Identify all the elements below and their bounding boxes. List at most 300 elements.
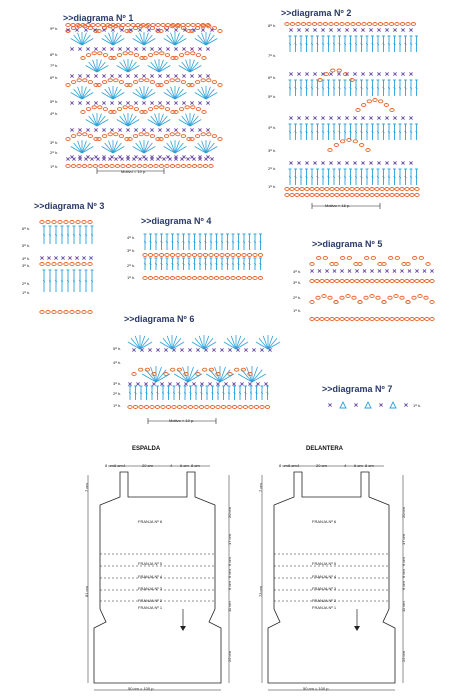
front-top-dim: 20 cm: [316, 463, 327, 468]
row-label: 6ª h.: [22, 226, 31, 231]
row-label: 2ª h.: [127, 263, 136, 268]
chain-stitch: [328, 296, 332, 299]
chain-stitch: [258, 277, 262, 280]
chain-stitch: [285, 188, 289, 191]
chain-stitch: [191, 52, 195, 55]
chain-stitch: [355, 188, 359, 191]
chain-stitch: [355, 280, 359, 283]
chain-stitch: [181, 254, 185, 257]
chain-stitch: [225, 254, 229, 257]
chain-stitch: [166, 24, 170, 27]
chain-stitch: [360, 194, 364, 197]
chain-stitch: [176, 133, 180, 136]
chain-stitch: [350, 188, 354, 191]
chain-stitch: [400, 280, 404, 283]
chain-stitch: [385, 188, 389, 191]
chain-stitch: [66, 138, 70, 141]
chain-stitch: [214, 254, 218, 257]
chain-stitch: [191, 106, 195, 109]
chain-stitch: [207, 133, 211, 136]
chain-stitch: [420, 280, 424, 283]
back-left-dim: 7 cm: [84, 483, 89, 492]
chain-stitch: [143, 57, 147, 60]
chain-stitch: [98, 106, 102, 109]
chain-stitch: [198, 254, 202, 257]
chain-stitch: [102, 135, 106, 138]
chain-stitch: [188, 406, 192, 409]
chain-stitch: [320, 194, 324, 197]
chain-stitch: [209, 165, 213, 168]
back-bottom-dim: 50 cm = 100 p.: [128, 686, 155, 691]
front-band-label: FRANJA Nº 4: [312, 574, 337, 579]
chain-stitch: [340, 188, 344, 191]
fan-stitch: [198, 89, 206, 99]
chain-stitch: [132, 373, 136, 376]
chain-stitch: [329, 23, 333, 26]
chain-stitch: [154, 254, 158, 257]
chain-stitch: [345, 318, 349, 321]
chain-stitch: [183, 406, 187, 409]
chain-stitch: [389, 23, 393, 26]
chain-stitch: [185, 106, 189, 109]
row-label: 1ª h.: [293, 308, 302, 313]
fan-stitch: [120, 62, 128, 72]
back-band-label: FRANJA Nº 2: [138, 598, 163, 603]
chain-stitch: [203, 165, 207, 168]
chain-stitch: [375, 318, 379, 321]
diagram-2-motif: Motivo = 16 p.: [325, 203, 351, 208]
chain-stitch: [176, 79, 180, 82]
chain-stitch: [170, 79, 174, 82]
row-label: 5ª h.: [113, 346, 122, 351]
chain-stitch: [114, 133, 118, 136]
row-label: 3ª h.: [268, 148, 277, 153]
chain-stitch: [325, 188, 329, 191]
front-arrowhead: [354, 626, 360, 631]
fan-stitch: [120, 116, 128, 126]
chain-stitch: [207, 79, 211, 82]
fan-stitch: [175, 143, 183, 153]
chain-stitch: [406, 23, 410, 26]
chain-stitch: [412, 256, 416, 259]
fan-stitch: [163, 338, 172, 349]
chain-stitch: [117, 54, 121, 57]
chain-stitch: [210, 406, 214, 409]
chain-stitch: [212, 135, 216, 138]
chain-stitch: [70, 263, 74, 266]
chain-stitch: [295, 188, 299, 191]
chain-stitch: [70, 311, 74, 314]
chain-stitch: [310, 194, 314, 197]
chain-stitch: [395, 188, 399, 191]
chain-stitch: [133, 406, 137, 409]
chain-stitch: [77, 133, 81, 136]
chain-stitch: [285, 194, 289, 197]
chain-stitch: [209, 368, 213, 371]
chain-stitch: [126, 24, 130, 27]
row-label: 3ª h.: [50, 140, 59, 145]
chain-stitch: [400, 194, 404, 197]
chain-stitch: [187, 254, 191, 257]
chain-stitch: [148, 277, 152, 280]
chain-stitch: [212, 81, 216, 84]
back-top-dim: 4: [170, 463, 173, 468]
fan-stitch: [198, 143, 206, 153]
chain-stitch: [360, 188, 364, 191]
back-band-label: FRANJA Nº 3: [138, 586, 163, 591]
back-top-dim: 8 cm: [105, 463, 114, 468]
chain-stitch: [390, 318, 394, 321]
diagram-1-title: >>diagrama Nº 1: [63, 13, 134, 23]
chain-stitch: [225, 277, 229, 280]
chain-stitch: [310, 318, 314, 321]
chain-stitch: [52, 263, 56, 266]
chain-stitch: [159, 165, 163, 168]
chain-stitch: [71, 24, 75, 27]
chain-stitch: [316, 256, 320, 259]
chain-stitch: [71, 165, 75, 168]
chain-stitch: [150, 406, 154, 409]
front-right-dim: 11 cm: [401, 601, 406, 612]
chain-stitch: [238, 406, 242, 409]
fan-stitch: [105, 143, 113, 153]
chain-stitch: [418, 295, 422, 298]
chain-stitch: [66, 84, 70, 87]
chain-stitch: [316, 296, 320, 299]
chain-stitch: [203, 277, 207, 280]
chain-stitch: [388, 256, 392, 259]
fan-stitch: [151, 116, 159, 126]
fan-stitch: [167, 89, 175, 99]
fan-stitch: [236, 338, 245, 349]
chain-stitch: [181, 165, 185, 168]
chain-stitch: [375, 188, 379, 191]
fan-stitch: [204, 338, 213, 349]
chain-stitch: [365, 318, 369, 321]
chain-stitch: [139, 79, 143, 82]
row-label: 3ª h.: [293, 280, 302, 285]
chain-stitch: [331, 69, 335, 72]
chain-stitch: [160, 52, 164, 55]
chain-stitch: [378, 100, 382, 103]
chain-stitch: [195, 135, 199, 138]
chain-stitch: [46, 311, 50, 314]
chain-stitch: [410, 318, 414, 321]
fan-stitch: [227, 338, 236, 349]
chain-stitch: [179, 108, 183, 111]
chain-stitch: [190, 84, 194, 87]
chain-stitch: [310, 280, 314, 283]
chain-stitch: [370, 295, 374, 298]
back-top-dim: 20 cm: [142, 463, 153, 468]
chain-stitch: [187, 277, 191, 280]
chain-stitch: [380, 280, 384, 283]
front-band-label: FRANJA Nº 2: [312, 598, 337, 603]
chain-stitch: [129, 106, 133, 109]
fan-stitch: [128, 116, 136, 126]
row-label: 1ª h.: [50, 164, 59, 169]
chain-stitch: [318, 23, 322, 26]
fan-stitch: [128, 62, 136, 72]
chain-stitch: [134, 108, 138, 111]
chain-stitch: [133, 135, 137, 138]
chain-stitch: [220, 254, 224, 257]
chain-stitch: [161, 24, 165, 27]
front-top-dim: 4: [344, 463, 347, 468]
chain-stitch: [373, 23, 377, 26]
chain-stitch: [201, 133, 205, 136]
chain-stitch: [82, 221, 86, 224]
chain-stitch: [155, 406, 159, 409]
chain-stitch: [380, 194, 384, 197]
chain-stitch: [385, 194, 389, 197]
chain-stitch: [112, 111, 116, 114]
chain-stitch: [170, 277, 174, 280]
chain-stitch: [123, 106, 127, 109]
chain-stitch: [176, 277, 180, 280]
chain-stitch: [58, 311, 62, 314]
chain-stitch: [242, 277, 246, 280]
chain-stitch: [143, 277, 147, 280]
row-label: 4ª h.: [268, 125, 277, 130]
back-outline: [94, 472, 221, 683]
row-label: 2ª h.: [268, 166, 277, 171]
chain-stitch: [220, 277, 224, 280]
chain-stitch: [71, 27, 75, 30]
chain-stitch: [165, 165, 169, 168]
chain-stitch: [179, 54, 183, 57]
back-band-label: FRANJA Nº 5: [138, 561, 163, 566]
chain-stitch: [340, 23, 344, 26]
chain-stitch: [367, 100, 371, 103]
front-band-label: FRANJA Nº 6: [312, 519, 337, 524]
chain-stitch: [195, 81, 199, 84]
chain-stitch: [310, 188, 314, 191]
chain-stitch: [364, 296, 368, 299]
fan-stitch: [206, 143, 214, 153]
chain-stitch: [370, 280, 374, 283]
chain-stitch: [176, 165, 180, 168]
chain-stitch: [382, 301, 386, 304]
chain-stitch: [290, 188, 294, 191]
chain-stitch: [254, 406, 258, 409]
chain-stitch: [64, 221, 68, 224]
chain-stitch: [58, 263, 62, 266]
back-right-dim: 6 cm: [227, 557, 232, 566]
chain-stitch: [154, 106, 158, 109]
chain-stitch: [419, 256, 423, 259]
row-label: 1ª h.: [413, 403, 422, 408]
chain-stitch: [400, 23, 404, 26]
fan-stitch: [156, 370, 166, 382]
fan-stitch: [113, 143, 121, 153]
chain-stitch: [133, 27, 137, 30]
chain-stitch: [345, 188, 349, 191]
chain-stitch: [176, 254, 180, 257]
back-band-label: FRANJA Nº 6: [138, 519, 163, 524]
chain-stitch: [202, 111, 206, 114]
chain-stitch: [88, 263, 92, 266]
chain-stitch: [148, 108, 152, 111]
chain-stitch: [390, 109, 394, 112]
chain-stitch: [92, 52, 96, 55]
chain-stitch: [330, 188, 334, 191]
chain-stitch: [128, 84, 132, 87]
chain-stitch: [384, 23, 388, 26]
chain-stitch: [395, 318, 399, 321]
chain-stitch: [247, 254, 251, 257]
chain-stitch: [103, 54, 107, 57]
chain-stitch: [290, 194, 294, 197]
chain-stitch: [202, 368, 206, 371]
chain-stitch: [410, 194, 414, 197]
chain-stitch: [139, 406, 143, 409]
fan-stitch: [206, 35, 214, 45]
chain-stitch: [97, 30, 101, 33]
chain-stitch: [320, 280, 324, 283]
chain-stitch: [198, 165, 202, 168]
fan-stitch: [113, 35, 121, 45]
chain-stitch: [131, 24, 135, 27]
chain-stitch: [385, 280, 389, 283]
fan-stitch: [198, 35, 206, 45]
chain-stitch: [117, 108, 121, 111]
chain-stitch: [345, 280, 349, 283]
chain-stitch: [415, 318, 419, 321]
chain-stitch: [415, 280, 419, 283]
back-band-label: FRANJA Nº 1: [138, 605, 163, 610]
chain-stitch: [119, 135, 123, 138]
chain-stitch: [159, 277, 163, 280]
chain-stitch: [380, 318, 384, 321]
front-band-label: FRANJA Nº 5: [312, 561, 337, 566]
fan-stitch: [182, 116, 190, 126]
chain-stitch: [360, 280, 364, 283]
fan-stitch: [172, 338, 181, 349]
chain-stitch: [218, 30, 222, 33]
chain-stitch: [236, 254, 240, 257]
chain-stitch: [143, 254, 147, 257]
chain-stitch: [241, 368, 245, 371]
chain-stitch: [196, 108, 200, 111]
chain-stitch: [88, 165, 92, 168]
chain-stitch: [346, 295, 350, 298]
chain-stitch: [70, 221, 74, 224]
chain-stitch: [98, 52, 102, 55]
chain-stitch: [101, 24, 105, 27]
chain-stitch: [340, 280, 344, 283]
chain-stitch: [92, 106, 96, 109]
chain-stitch: [159, 254, 163, 257]
fan-stitch: [167, 143, 175, 153]
chain-stitch: [221, 406, 225, 409]
chain-stitch: [218, 84, 222, 87]
fan-stitch: [159, 116, 167, 126]
chain-stitch: [159, 138, 163, 141]
triangle-stitch: [365, 402, 371, 408]
chain-stitch: [145, 368, 149, 371]
front-top-dim: 6 cm: [288, 463, 297, 468]
diagram-6-title: >>diagrama Nº 6: [124, 314, 195, 324]
chain-stitch: [186, 24, 190, 27]
chain-stitch: [345, 23, 349, 26]
fan-stitch: [175, 89, 183, 99]
chain-stitch: [177, 368, 181, 371]
chain-stitch: [243, 406, 247, 409]
fan-stitch: [144, 89, 152, 99]
fan-stitch: [195, 338, 204, 349]
chain-stitch: [66, 165, 70, 168]
chain-stitch: [181, 27, 185, 30]
chain-stitch: [430, 301, 434, 304]
chain-stitch: [247, 277, 251, 280]
chain-stitch: [77, 79, 81, 82]
chain-stitch: [370, 194, 374, 197]
chain-stitch: [356, 23, 360, 26]
chain-stitch: [323, 256, 327, 259]
chain-stitch: [340, 140, 344, 143]
diagram-6-motif: Motivo = 10 p.: [169, 418, 195, 423]
chain-stitch: [310, 263, 314, 266]
chain-stitch: [395, 23, 399, 26]
fan-stitch: [140, 338, 149, 349]
chain-stitch: [64, 263, 68, 266]
chain-stitch: [426, 263, 430, 266]
fan-stitch: [97, 116, 105, 126]
front-top-dim: 8 cm: [279, 463, 288, 468]
chain-stitch: [365, 194, 369, 197]
fan-stitch: [252, 370, 262, 382]
chain-stitch: [375, 194, 379, 197]
chain-stitch: [112, 57, 116, 60]
diagram-1-motif: Motivo = 10 p.: [121, 169, 147, 174]
chain-stitch: [148, 165, 152, 168]
chain-stitch: [315, 280, 319, 283]
fan-stitch: [190, 116, 198, 126]
chain-stitch: [40, 221, 44, 224]
chain-stitch: [192, 254, 196, 257]
chain-stitch: [82, 263, 86, 266]
chain-stitch: [315, 188, 319, 191]
chain-stitch: [334, 23, 338, 26]
chain-stitch: [375, 280, 379, 283]
chain-stitch: [350, 318, 354, 321]
chain-stitch: [362, 23, 366, 26]
chain-stitch: [150, 81, 154, 84]
chain-stitch: [190, 138, 194, 141]
chain-stitch: [371, 256, 375, 259]
chain-stitch: [145, 133, 149, 136]
chain-stitch: [334, 301, 338, 304]
front-right-dim: 20 cm: [401, 507, 406, 518]
fan-stitch: [159, 62, 167, 72]
chain-stitch: [165, 108, 169, 111]
chain-stitch: [425, 318, 429, 321]
chain-stitch: [300, 188, 304, 191]
chain-stitch: [134, 54, 138, 57]
chain-stitch: [194, 406, 198, 409]
chain-stitch: [290, 23, 294, 26]
row-label: 4ª h.: [293, 269, 302, 274]
chain-stitch: [350, 280, 354, 283]
chain-stitch: [129, 52, 133, 55]
chain-stitch: [199, 406, 203, 409]
row-label: 1ª h.: [268, 184, 277, 189]
row-label: 1ª h.: [22, 290, 31, 295]
fan-stitch: [105, 35, 113, 45]
front-top-dim: 4: [297, 463, 300, 468]
chain-stitch: [144, 406, 148, 409]
